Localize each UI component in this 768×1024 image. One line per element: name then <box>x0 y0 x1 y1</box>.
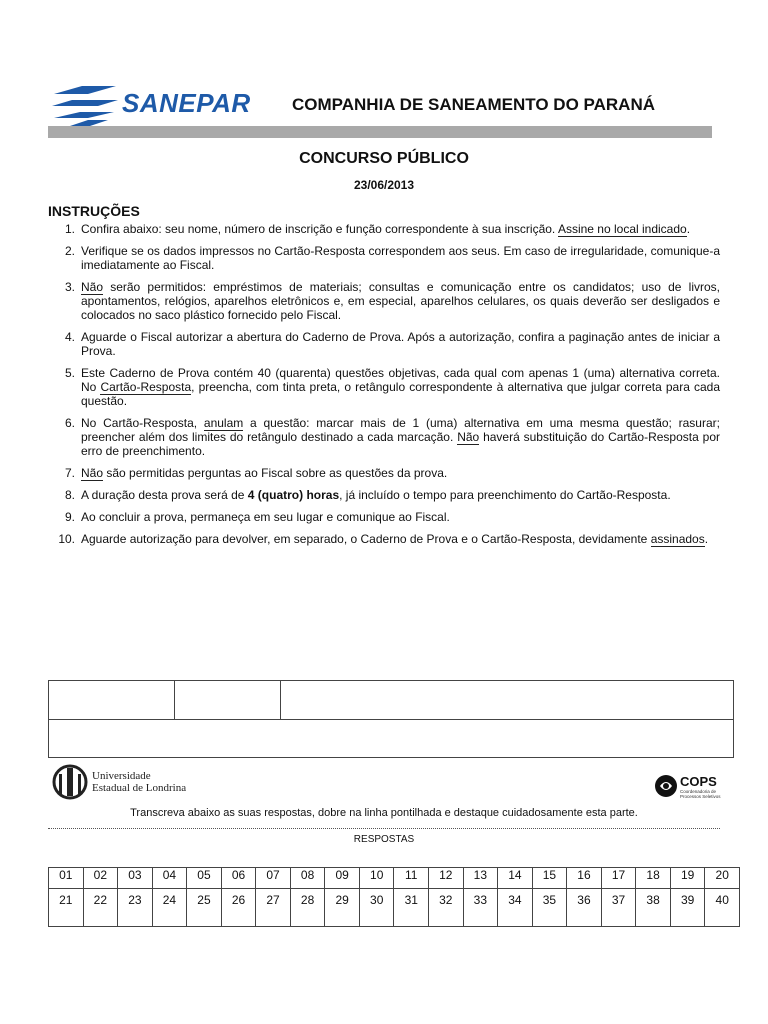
instruction-number: 3. <box>64 280 75 294</box>
instruction-item <box>48 366 720 408</box>
instruction-text: . <box>686 222 691 236</box>
candidate-info-box <box>48 680 734 758</box>
sanepar-logo <box>52 82 252 126</box>
instruction-item <box>48 330 720 358</box>
answer-cell[interactable]: 33 <box>463 889 498 927</box>
instruction-number: 8. <box>64 488 75 502</box>
answer-cell[interactable]: 09 <box>325 868 360 889</box>
instruction-text: a questão: marcar mais de 1 (uma) alternativa em uma mesma questão; rasurar; preencher além dos limites do retângulo destinado a cada marcação. <box>81 416 720 444</box>
answers-grid <box>48 867 740 927</box>
answers-row-numbers-2 <box>49 889 740 927</box>
answer-cell[interactable]: 01 <box>49 868 84 889</box>
instruction-text: Confira abaixo: seu nome, número de inscrição e função correspondente à sua inscrição. <box>81 222 558 236</box>
instruction-item <box>48 466 720 480</box>
answer-cell[interactable]: 37 <box>601 889 636 927</box>
instruction-item <box>48 280 720 322</box>
answer-cell[interactable]: 17 <box>601 868 636 889</box>
cops-subtitle: Coordenadoria de Processos Seletivos <box>680 789 721 799</box>
instruction-text: . <box>704 532 709 546</box>
answer-cell[interactable]: 40 <box>705 889 740 927</box>
answer-cell[interactable]: 06 <box>221 868 256 889</box>
instruction-text: serão permitidos: empréstimos de materiais; consultas e comunicação entre os candidatos; uso de livros, apontamentos, relógios, aparelhos eletrônicos e, em especial, aparelhos celulares, os quais deverão ser desligados e colocados no saco plástico fornecido pelo Fiscal. <box>81 280 720 322</box>
instruction-item <box>48 488 720 502</box>
instructions-list <box>48 222 720 554</box>
answer-cell[interactable]: 24 <box>152 889 187 927</box>
answer-cell[interactable]: 16 <box>567 868 602 889</box>
uel-logo <box>52 764 202 800</box>
exam-title: CONCURSO PÚBLICO <box>299 150 469 167</box>
instruction-text: No Cartão-Resposta, <box>81 416 204 430</box>
uel-emblem-icon <box>52 764 88 800</box>
instruction-text: A duração desta prova será de <box>81 488 248 502</box>
instruction-item <box>48 244 720 272</box>
answer-cell[interactable]: 08 <box>290 868 325 889</box>
answer-cell[interactable]: 11 <box>394 868 429 889</box>
instruction-text: Verifique se os dados impressos no Cartão-Resposta correspondem aos seus. Em caso de irregularidade, comunique-a imediatamente ao Fiscal. <box>81 244 720 272</box>
page-header <box>0 0 768 140</box>
company-name: COMPANHIA DE SANEAMENTO DO PARANÁ <box>292 95 655 114</box>
instruction-underlined: anulam <box>203 416 244 430</box>
candidate-info-row <box>49 681 733 720</box>
header-divider-bar <box>48 126 712 138</box>
instruction-text: , preencha, com tinta preta, o retângulo correspondente à alternativa que julgar correta para cada questão. <box>81 380 720 408</box>
answer-cell[interactable]: 04 <box>152 868 187 889</box>
answer-cell[interactable]: 22 <box>83 889 118 927</box>
answer-cell[interactable]: 34 <box>498 889 533 927</box>
instruction-number: 4. <box>64 330 75 344</box>
answer-cell[interactable]: 32 <box>429 889 464 927</box>
answer-cell[interactable]: 28 <box>290 889 325 927</box>
instruction-text: , já incluído o tempo para preenchimento do Cartão-Resposta. <box>339 488 671 502</box>
candidate-info-divider <box>280 681 281 719</box>
instruction-text: Este Caderno de Prova contém 40 (quarenta) questões objetivas, cada qual com apenas 1 (uma) alternativa correta. No <box>81 366 720 394</box>
answer-cell[interactable]: 31 <box>394 889 429 927</box>
sanepar-logo-icon <box>52 82 118 126</box>
answers-row-numbers-1 <box>49 868 740 889</box>
answer-cell[interactable]: 29 <box>325 889 360 927</box>
answer-cell[interactable]: 20 <box>705 868 740 889</box>
answer-cell[interactable]: 05 <box>187 868 222 889</box>
logo-text: SANEPAR <box>122 88 251 118</box>
answer-cell[interactable]: 02 <box>83 868 118 889</box>
answer-cell[interactable]: 07 <box>256 868 291 889</box>
uel-name-line2: Estadual de Londrina <box>92 782 187 794</box>
instruction-item <box>48 532 720 546</box>
exam-date: 23/06/2013 <box>353 178 415 192</box>
instruction-underlined: Não <box>457 430 480 444</box>
answer-cell[interactable]: 12 <box>429 868 464 889</box>
instruction-item <box>48 416 720 458</box>
instruction-text: Ao concluir a prova, permaneça em seu lugar e comunique ao Fiscal. <box>81 510 450 524</box>
instructions-heading: INSTRUÇÕES <box>48 203 140 219</box>
instruction-number: 2. <box>64 244 75 258</box>
instruction-number: 9. <box>64 510 75 524</box>
answer-cell[interactable]: 36 <box>567 889 602 927</box>
instruction-text: haverá substituição do Cartão-Resposta por erro de preenchimento. <box>81 430 720 458</box>
answer-cell[interactable]: 03 <box>118 868 153 889</box>
candidate-info-divider <box>174 681 175 719</box>
instruction-number: 5. <box>64 366 75 380</box>
answer-cell[interactable]: 15 <box>532 868 567 889</box>
instruction-item <box>48 510 720 524</box>
instruction-number: 6. <box>64 416 75 430</box>
uel-name-line1: Universidade <box>92 770 151 782</box>
answer-cell[interactable]: 38 <box>636 889 671 927</box>
instruction-underlined: assinados <box>650 532 705 546</box>
instruction-number: 7. <box>64 466 75 480</box>
answer-cell[interactable]: 30 <box>359 889 394 927</box>
instruction-number: 1. <box>64 222 75 236</box>
answer-cell[interactable]: 14 <box>498 868 533 889</box>
transcribe-instruction: Transcreva abaixo as suas respostas, dobre na linha pontilhada e destaque cuidadosamente esta parte. <box>130 807 638 819</box>
answer-cell[interactable]: 26 <box>221 889 256 927</box>
answer-cell[interactable]: 23 <box>118 889 153 927</box>
answer-cell[interactable]: 27 <box>256 889 291 927</box>
instruction-bold: 4 (quatro) horas <box>247 488 340 502</box>
answer-cell[interactable]: 19 <box>670 868 705 889</box>
fold-dotted-line <box>48 828 720 829</box>
instruction-item <box>48 222 720 236</box>
instruction-underlined: Assine no local indicado <box>557 222 687 236</box>
uel-name <box>92 770 186 794</box>
cops-logo <box>654 774 734 802</box>
answer-cell[interactable]: 21 <box>49 889 84 927</box>
respostas-label: RESPOSTAS <box>353 834 415 845</box>
instruction-number: 10. <box>58 532 75 546</box>
answer-cell[interactable]: 35 <box>532 889 567 927</box>
instruction-text: são permitidas perguntas ao Fiscal sobre as questões da prova. <box>103 466 448 480</box>
answer-cell[interactable]: 13 <box>463 868 498 889</box>
answer-cell[interactable]: 18 <box>636 868 671 889</box>
instruction-underlined: Cartão-Resposta <box>100 380 192 394</box>
instruction-text: Aguarde o Fiscal autorizar a abertura do Caderno de Prova. Após a autorização, confira a paginação antes de iniciar a Prova. <box>81 330 720 358</box>
instruction-underlined: Não <box>81 466 104 480</box>
instruction-text: Aguarde autorização para devolver, em separado, o Caderno de Prova e o Cartão-Resposta, devidamente <box>81 532 651 546</box>
cops-emblem-icon <box>654 774 678 798</box>
answer-cell[interactable]: 39 <box>670 889 705 927</box>
instruction-underlined: Não <box>81 280 104 294</box>
answer-cell[interactable]: 10 <box>359 868 394 889</box>
answer-cell[interactable]: 25 <box>187 889 222 927</box>
cops-name: COPS <box>680 774 717 789</box>
